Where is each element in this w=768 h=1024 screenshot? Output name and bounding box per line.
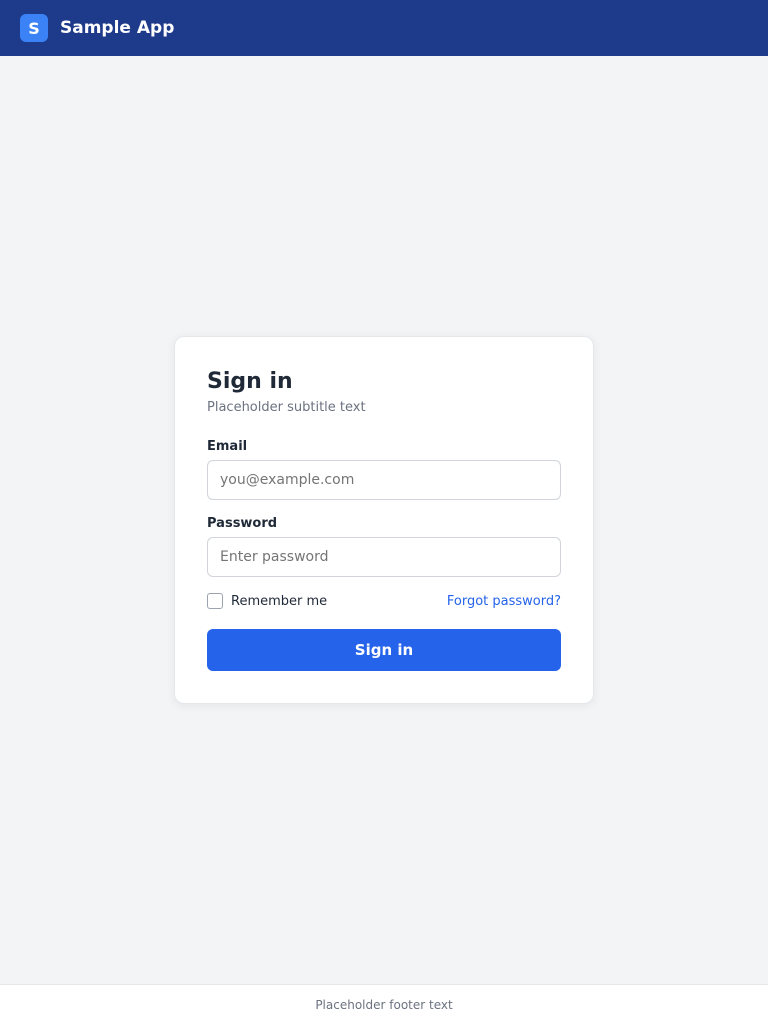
password-input[interactable] [207,537,561,577]
login-card [174,336,594,704]
password-field-group [207,516,561,577]
remember-me-label: Remember me [231,593,328,609]
remember-me-toggle[interactable] [207,593,327,609]
main-area [0,56,768,984]
password-label: Password [207,516,278,531]
username-field-group [207,439,561,500]
top-bar [0,0,768,56]
checkbox-icon[interactable] [207,593,223,609]
login-subtitle: Placeholder subtitle text [207,400,366,415]
login-title: Sign in [207,369,293,394]
username-input[interactable] [207,460,561,500]
options-row [207,593,561,609]
app-title: Sample App [60,18,175,38]
sign-in-button[interactable]: Sign in [207,629,561,671]
username-label: Email [207,439,248,454]
footer-text: Placeholder footer text [315,997,453,1012]
footer [0,984,768,1024]
logo-icon: S [20,14,48,42]
forgot-password-link[interactable]: Forgot password? [446,593,561,609]
